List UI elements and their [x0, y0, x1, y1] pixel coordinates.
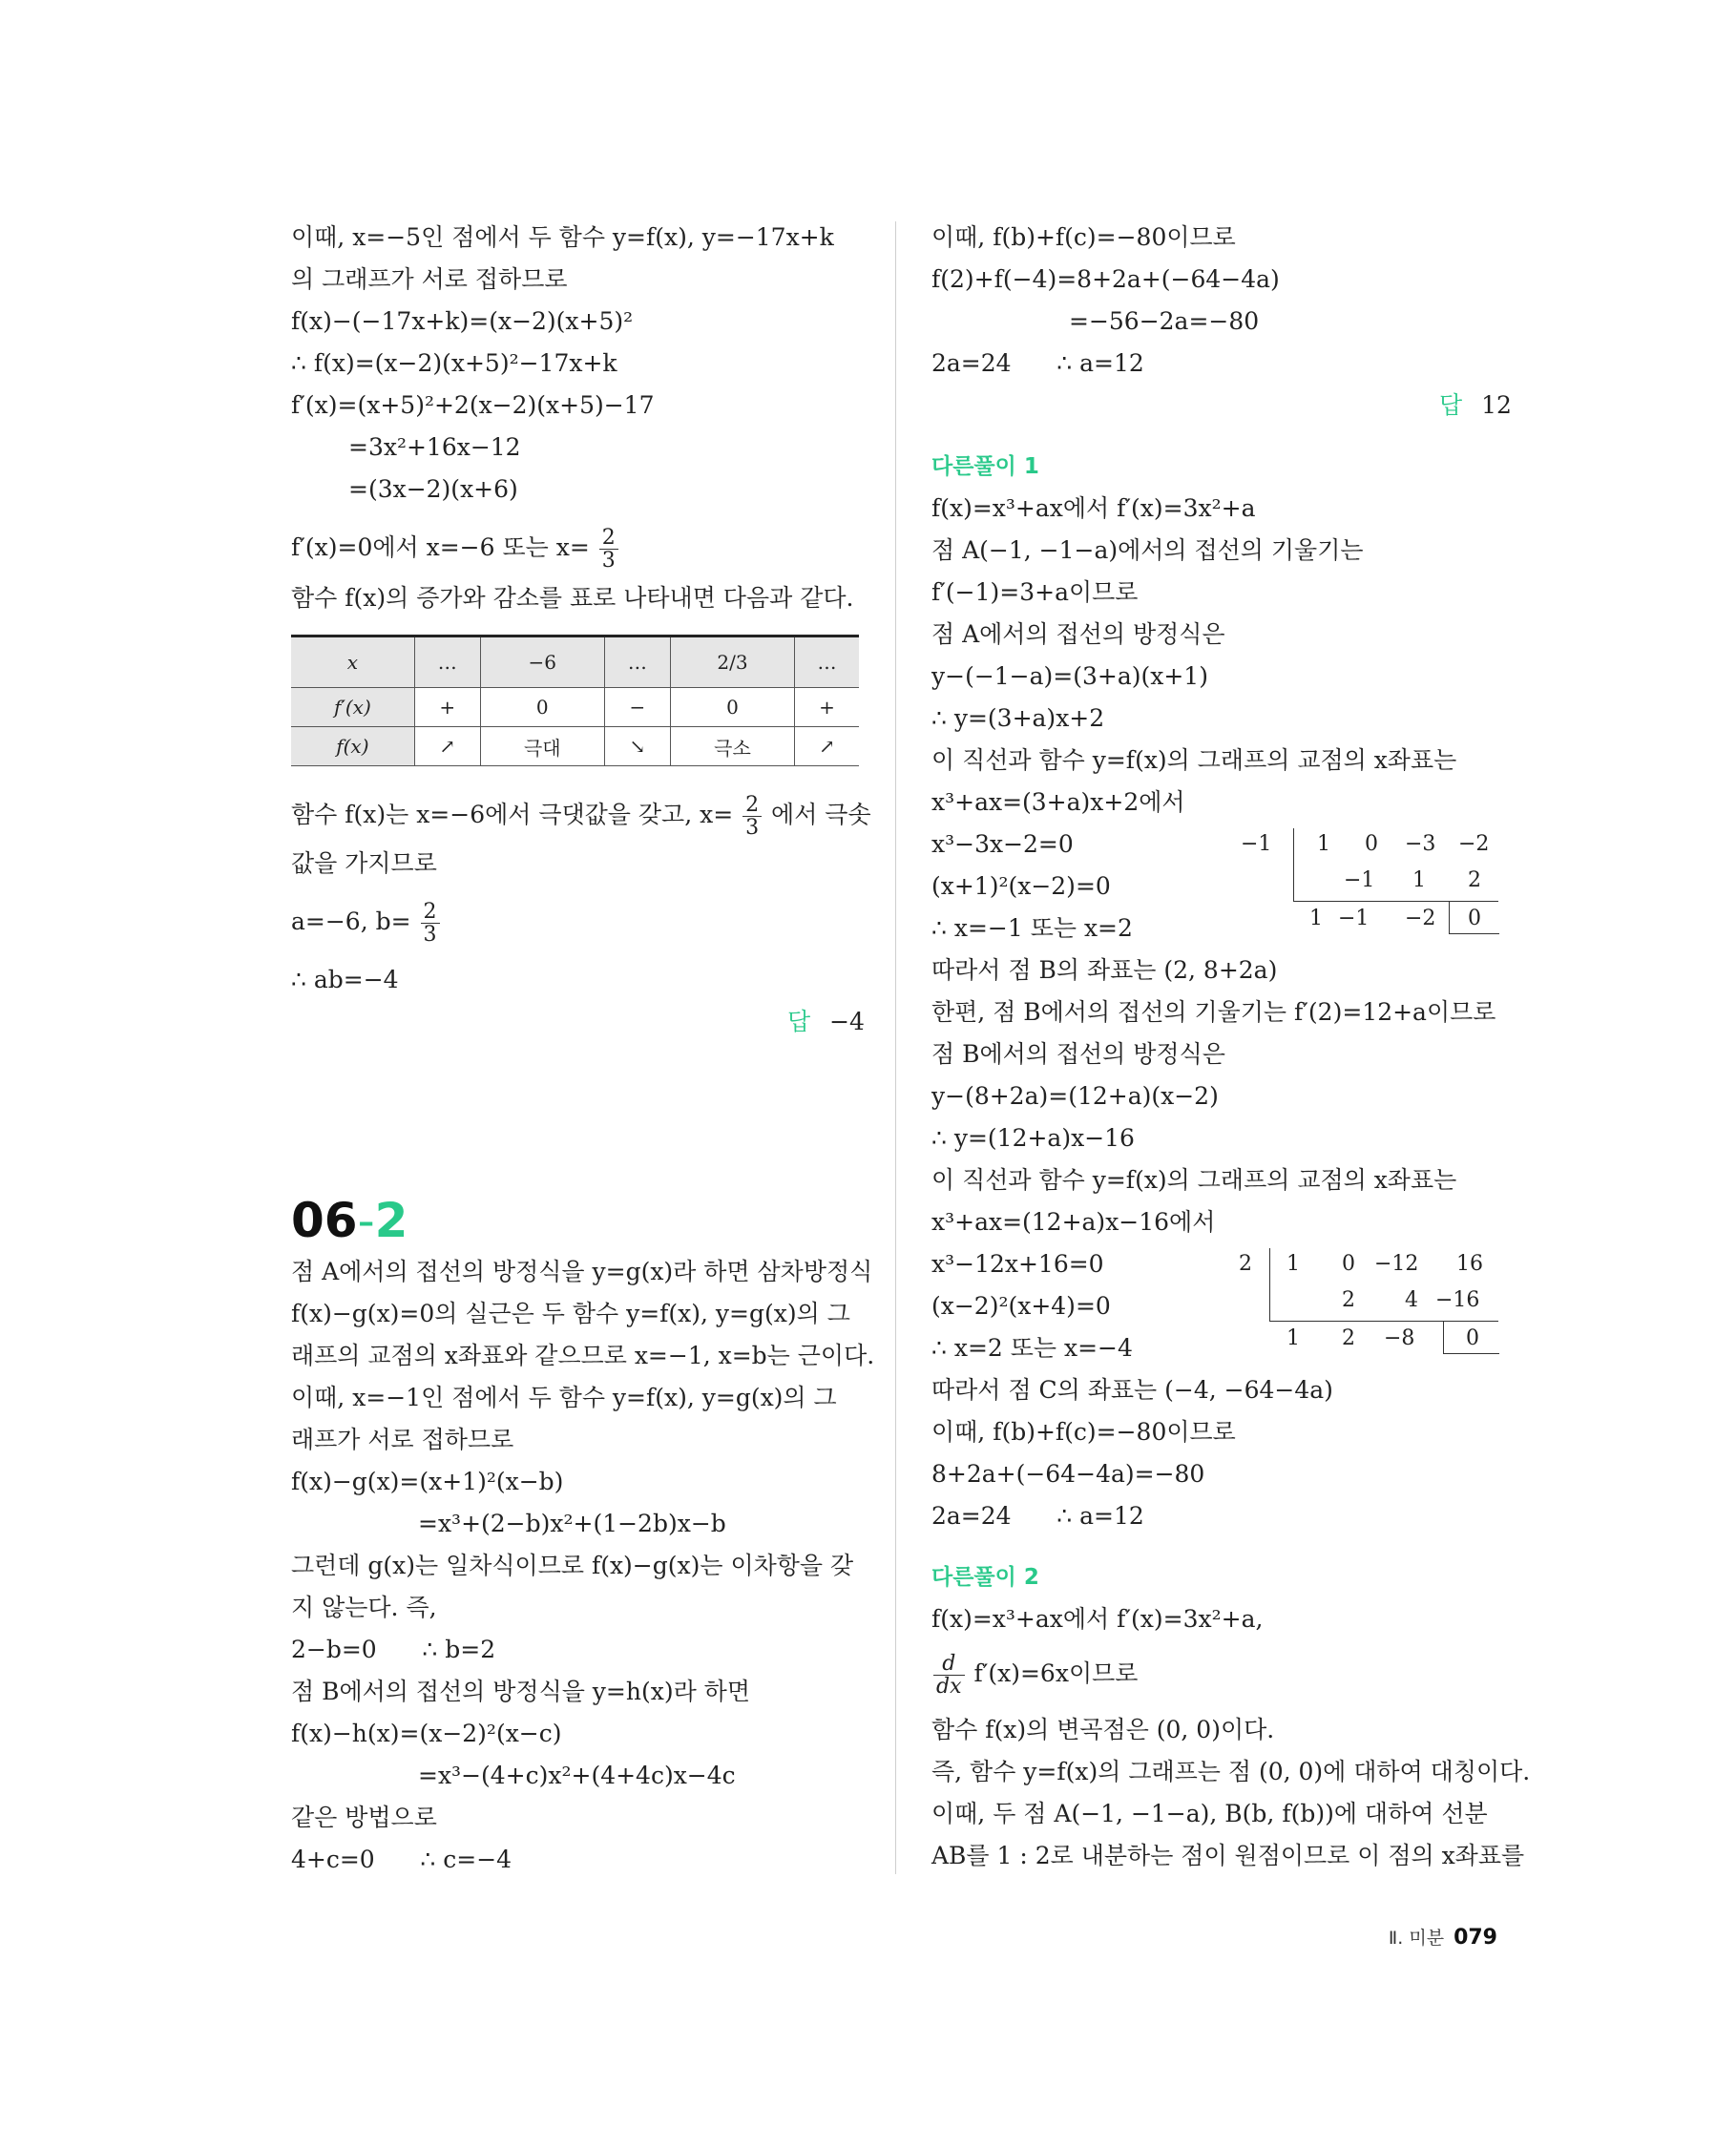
- equation: (x+1)²(x−2)=0: [931, 872, 1111, 900]
- equation: f′(−1)=3+a이므로: [931, 578, 1139, 606]
- text-line: [291, 901, 442, 946]
- synth-cell: 1: [1317, 832, 1330, 856]
- equation: 8+2a+(−64−4a)=−80: [931, 1460, 1205, 1488]
- table-cell: −6: [480, 636, 604, 688]
- table-cell: +: [795, 688, 859, 727]
- table-cell: ↗: [795, 727, 859, 766]
- text: f′(x)=6x이므로: [973, 1659, 1139, 1688]
- text-line: 한편, 점 B에서의 접선의 기울기는 f′(2)=12+a이므로: [931, 998, 1496, 1026]
- synth-cell: 1: [1412, 868, 1426, 892]
- synth-cell: −2: [1405, 907, 1436, 930]
- text-line: 점 A에서의 접선의 방정식은: [931, 620, 1225, 648]
- text-line: 점 B에서의 접선의 방정식은: [931, 1040, 1225, 1068]
- text: f′(x)=0에서 x=−6 또는 x=: [291, 533, 590, 562]
- text-line: [931, 1653, 1138, 1698]
- fraction: [933, 1653, 965, 1698]
- table-row: [291, 636, 859, 688]
- table-cell: …: [414, 636, 480, 688]
- answer: [787, 1006, 865, 1038]
- equation: ∴ y=(3+a)x+2: [931, 704, 1105, 732]
- synth-cell: 16: [1456, 1252, 1483, 1276]
- equation: x³+ax=(12+a)x−16에서: [931, 1208, 1216, 1236]
- equation: 2−b=0 ∴ b=2: [291, 1636, 496, 1663]
- equation: x³−12x+16=0: [931, 1250, 1104, 1278]
- equation: f(x)−g(x)=(x+1)²(x−b): [291, 1468, 564, 1495]
- synth-cell: −1: [1344, 868, 1375, 892]
- text-line: 함수 f(x)의 변곡점은 (0, 0)이다.: [931, 1716, 1275, 1743]
- synth-root: 2: [1239, 1252, 1252, 1276]
- table-cell: −: [604, 688, 670, 727]
- table-cell: +: [414, 688, 480, 727]
- text-line: 의 그래프가 서로 접하므로: [291, 265, 568, 293]
- synth-cell: −8: [1384, 1326, 1415, 1350]
- text-line: 점 A(−1, −1−a)에서의 접선의 기울기는: [931, 536, 1364, 564]
- synth-cell: 2: [1342, 1288, 1355, 1312]
- answer-value: −4: [829, 1008, 865, 1035]
- equation: f′(x)=(x+5)²+2(x−2)(x+5)−17: [291, 391, 655, 419]
- alt-solution-heading: 다른풀이 2: [931, 1565, 1039, 1590]
- text-line: 이때, f(b)+f(c)=−80이므로: [931, 1418, 1236, 1446]
- sign-table: [291, 635, 859, 766]
- equation: ∴ ab=−4: [291, 966, 399, 993]
- page-number: 079: [1454, 1926, 1497, 1950]
- synthetic-division: [1241, 828, 1498, 943]
- text-line: 같은 방법으로: [291, 1804, 437, 1831]
- synth-cell: −12: [1374, 1252, 1419, 1276]
- table-cell: ↘: [604, 727, 670, 766]
- denominator: dx: [936, 1675, 962, 1700]
- synth-cell: 2: [1468, 868, 1481, 892]
- equation: 2a=24 ∴ a=12: [931, 349, 1144, 377]
- table-cell: 2/3: [670, 636, 794, 688]
- synth-cell: −2: [1458, 832, 1490, 856]
- text: 에서 극솟: [771, 801, 871, 829]
- text-line: 값을 가지므로: [291, 849, 437, 877]
- table-cell: 0: [480, 688, 604, 727]
- table-cell: f(x): [291, 727, 414, 766]
- text-line: 래프가 서로 접하므로: [291, 1426, 514, 1453]
- fraction: [743, 794, 762, 839]
- text-line: 따라서 점 B의 좌표는 (2, 8+2a): [931, 956, 1278, 984]
- equation: 2a=24 ∴ a=12: [931, 1502, 1144, 1530]
- synth-cell: 4: [1405, 1288, 1418, 1312]
- table-cell: ↗: [414, 727, 480, 766]
- synth-divider: [1293, 828, 1294, 901]
- synth-root: −1: [1241, 832, 1272, 856]
- synth-cell: 0: [1365, 832, 1378, 856]
- text-line: 이 직선과 함수 y=f(x)의 그래프의 교점의 x좌표는: [931, 746, 1457, 774]
- equation: ∴ x=−1 또는 x=2: [931, 914, 1133, 942]
- table-cell: 0: [670, 688, 794, 727]
- text-line: 이때, f(b)+f(c)=−80이므로: [931, 223, 1236, 251]
- equation: f(x)=x³+ax에서 f′(x)=3x²+a,: [931, 1605, 1264, 1633]
- chapter-label: Ⅱ. 미분: [1388, 1928, 1445, 1949]
- text-line: 래프의 교점의 x좌표와 같으므로 x=−1, x=b는 근이다.: [291, 1342, 875, 1369]
- text-line: 이때, 두 점 A(−1, −1−a), B(b, f(b))에 대하여 선분: [931, 1800, 1488, 1827]
- table-cell: …: [604, 636, 670, 688]
- text: a=−6, b=: [291, 908, 411, 936]
- equation: y−(8+2a)=(12+a)(x−2): [931, 1082, 1219, 1110]
- equation: y−(−1−a)=(3+a)(x+1): [931, 662, 1208, 690]
- text-line: [291, 527, 620, 572]
- text-line: 이때, x=−5인 점에서 두 함수 y=f(x), y=−17x+k: [291, 223, 834, 251]
- section-dash: -: [357, 1193, 375, 1248]
- page-footer: [1389, 1924, 1497, 1950]
- alt-solution-heading: 다른풀이 1: [931, 454, 1039, 479]
- answer: [1439, 389, 1512, 422]
- equation: ∴ x=2 또는 x=−4: [931, 1334, 1133, 1362]
- text-line: [291, 794, 871, 839]
- equation: f(x)−h(x)=(x−2)²(x−c): [291, 1720, 562, 1747]
- synth-cell: −1: [1338, 907, 1370, 930]
- synth-cell: 1: [1286, 1252, 1300, 1276]
- text-line: 그런데 g(x)는 일차식이므로 f(x)−g(x)는 이차항을 갖: [291, 1552, 854, 1579]
- equation: f(2)+f(−4)=8+2a+(−64−4a): [931, 265, 1280, 293]
- table-row: [291, 727, 859, 766]
- equation: f(x)=x³+ax에서 f′(x)=3x²+a: [931, 494, 1256, 522]
- text-line: f(x)−g(x)=0의 실근은 두 함수 y=f(x), y=g(x)의 그: [291, 1300, 850, 1327]
- text-line: 지 않는다. 즉,: [291, 1594, 437, 1621]
- denominator: 3: [745, 816, 760, 841]
- equation: =−56−2a=−80: [1069, 307, 1260, 335]
- equation: x³+ax=(3+a)x+2에서: [931, 788, 1185, 816]
- fraction: [599, 527, 618, 572]
- synth-cell: 0: [1468, 907, 1481, 930]
- table-cell: x: [291, 636, 414, 688]
- denominator: 3: [601, 549, 616, 574]
- synth-cell: 2: [1342, 1326, 1355, 1350]
- numerator: 2: [421, 901, 440, 924]
- equation: 4+c=0 ∴ c=−4: [291, 1846, 512, 1873]
- text-line: 이 직선과 함수 y=f(x)의 그래프의 교점의 x좌표는: [931, 1166, 1457, 1194]
- equation: ∴ f(x)=(x−2)(x+5)²−17x+k: [291, 349, 617, 377]
- synth-cell: 1: [1309, 907, 1323, 930]
- text-line: 이때, x=−1인 점에서 두 함수 y=f(x), y=g(x)의 그: [291, 1384, 837, 1411]
- synth-cell: 0: [1466, 1326, 1479, 1350]
- equation: =3x²+16x−12: [348, 433, 521, 461]
- denominator: 3: [423, 923, 437, 948]
- table-cell: f′(x): [291, 688, 414, 727]
- table-cell: …: [795, 636, 859, 688]
- synth-divider: [1269, 1248, 1270, 1321]
- equation: (x−2)²(x+4)=0: [931, 1292, 1111, 1320]
- synth-cell: 0: [1342, 1252, 1355, 1276]
- section-number: 06: [291, 1193, 358, 1248]
- text-line: 점 B에서의 접선의 방정식을 y=h(x)라 하면: [291, 1678, 750, 1705]
- numerator: d: [933, 1653, 965, 1676]
- text-line: 따라서 점 C의 좌표는 (−4, −64−4a): [931, 1376, 1333, 1404]
- text-line: AB를 1 : 2로 내분하는 점이 원점이므로 이 점의 x좌표를: [931, 1842, 1525, 1869]
- table-row: [291, 688, 859, 727]
- fraction: [421, 901, 440, 946]
- table-cell: 극소: [670, 727, 794, 766]
- answer-label: 답: [787, 1008, 811, 1035]
- answer-value: 12: [1481, 391, 1512, 419]
- numerator: 2: [743, 794, 762, 817]
- answer-label: 답: [1439, 391, 1463, 419]
- text-line: 함수 f(x)의 증가와 감소를 표로 나타내면 다음과 같다.: [291, 584, 854, 612]
- section-sub: 2: [374, 1193, 408, 1248]
- section-title: [291, 1193, 408, 1248]
- equation: ∴ y=(12+a)x−16: [931, 1124, 1135, 1152]
- synth-cell: −16: [1435, 1288, 1480, 1312]
- equation: =x³−(4+c)x²+(4+4c)x−4c: [418, 1762, 736, 1789]
- synth-cell: −3: [1405, 832, 1436, 856]
- numerator: 2: [599, 527, 618, 550]
- equation: x³−3x−2=0: [931, 830, 1074, 858]
- synth-cell: 1: [1286, 1326, 1300, 1350]
- synthetic-division: [1231, 1248, 1498, 1363]
- equation: =(3x−2)(x+6): [348, 475, 518, 503]
- equation: =x³+(2−b)x²+(1−2b)x−b: [418, 1510, 726, 1537]
- column-divider: [895, 221, 896, 1874]
- table-cell: 극대: [480, 727, 604, 766]
- equation: f(x)−(−17x+k)=(x−2)(x+5)²: [291, 307, 634, 335]
- text-line: 점 A에서의 접선의 방정식을 y=g(x)라 하면 삼차방정식: [291, 1258, 873, 1285]
- text-line: 즉, 함수 y=f(x)의 그래프는 점 (0, 0)에 대하여 대칭이다.: [931, 1758, 1531, 1785]
- text: 함수 f(x)는 x=−6에서 극댓값을 갖고, x=: [291, 801, 734, 829]
